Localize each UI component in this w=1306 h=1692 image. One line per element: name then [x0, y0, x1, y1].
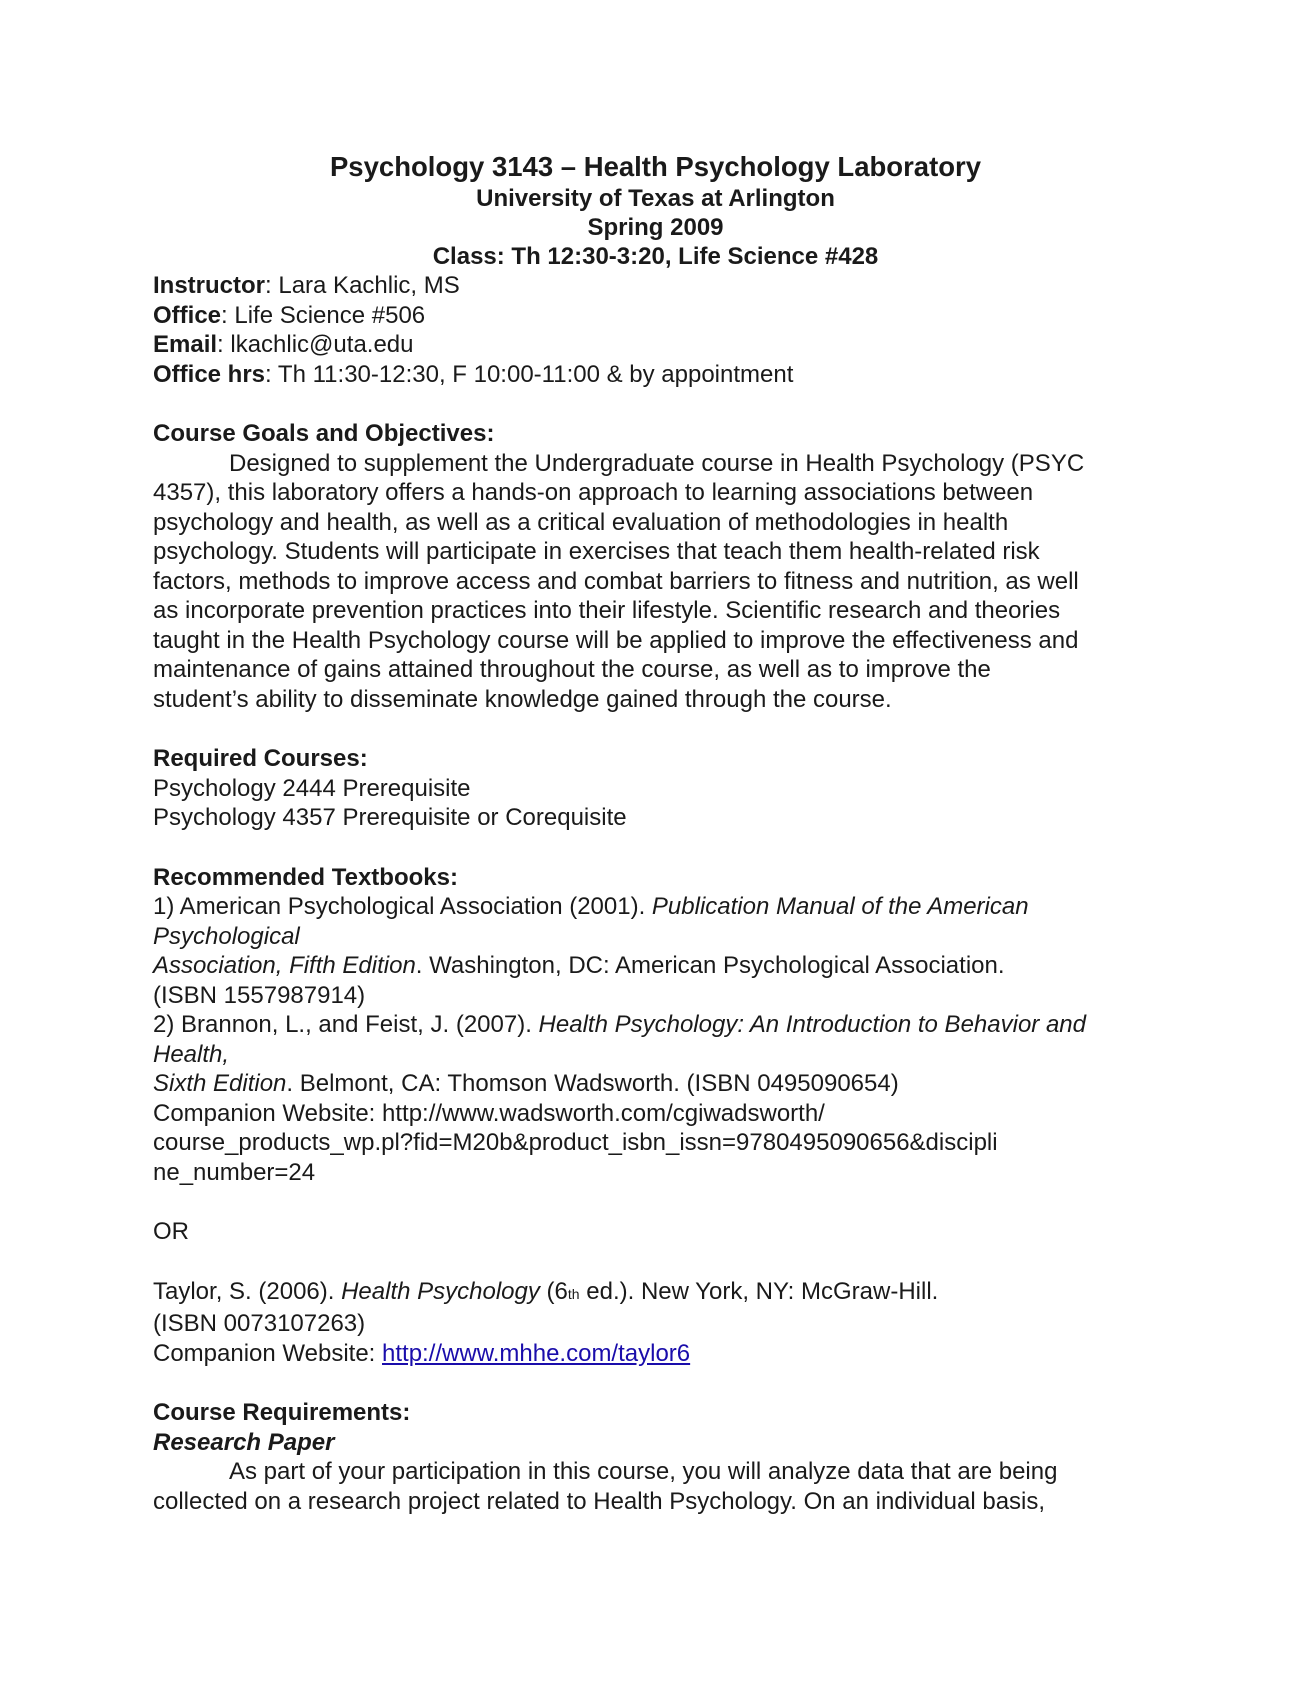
- document-header: [153, 150, 1158, 271]
- textbooks-heading: Recommended Textbooks:: [153, 863, 458, 891]
- instructor-value: : Lara Kachlic, MS: [265, 272, 460, 299]
- office-value: : Life Science #506: [221, 301, 426, 329]
- textbook-2-title: Health,: [153, 1040, 230, 1068]
- university-name: University of Texas at Arlington: [476, 185, 835, 212]
- textbook-2-title: Sixth Edition: [153, 1070, 287, 1097]
- textbook-3-edition-suffix: th: [567, 1285, 580, 1302]
- goals-line: taught in the Health Psychology course will be applied to improve the effectiveness and: [153, 626, 1079, 654]
- email-value: : lkachlic@uta.edu: [217, 331, 414, 358]
- instructor-row: [153, 271, 1158, 301]
- goals-line: Designed to supplement the Undergraduate course in Health Psychology (PSYC: [229, 449, 1085, 477]
- office-hours-label: Office hrs: [153, 360, 266, 388]
- textbook-1-title: Psychological: [153, 922, 300, 950]
- textbook-3-edition: (6: [539, 1277, 568, 1305]
- textbook-2-line: [153, 1069, 1158, 1099]
- email-label: Email: [153, 331, 218, 358]
- goals-line: psychology. Students will participate in exercises that teach them health-related risk: [153, 538, 1040, 565]
- textbook-1-line: [153, 951, 1158, 981]
- required-courses-heading: Required Courses:: [153, 745, 368, 772]
- textbook-1-publisher: . Washington, DC: American Psychological Association.: [415, 952, 1005, 979]
- or-separator: OR: [153, 1218, 189, 1245]
- required-course-item: Psychology 4357 Prerequisite or Corequisite: [153, 804, 627, 831]
- textbook-3-website-link[interactable]: http://www.mhhe.com/taylor6: [382, 1339, 691, 1367]
- textbook-1-line: [153, 892, 1158, 922]
- textbook-1-isbn: (ISBN 1557987914): [153, 981, 366, 1009]
- required-courses-section: [153, 744, 1158, 833]
- textbook-1-title: Association, Fifth Edition: [153, 952, 416, 979]
- term: Spring 2009: [587, 214, 724, 241]
- textbook-2-line: [153, 1040, 1158, 1070]
- textbook-2-author: 2) Brannon, L., and Feist, J. (2007).: [153, 1011, 539, 1038]
- goals-line: factors, methods to improve access and combat barriers to fitness and nutrition, as well: [153, 567, 1079, 595]
- course-goals-heading: Course Goals and Objectives:: [153, 420, 495, 447]
- textbook-2-publisher: . Belmont, CA: Thomson Wadsworth. (ISBN 0495090654): [286, 1070, 899, 1097]
- textbook-1-line: [153, 922, 1158, 952]
- course-requirements-section: [153, 1398, 1158, 1516]
- textbook-3-isbn: (ISBN 0073107263): [153, 1310, 366, 1337]
- textbook-1-title: Publication Manual of the American: [651, 893, 1029, 920]
- textbook-2-line: [153, 1010, 1158, 1040]
- office-hours-value: : Th 11:30-12:30, F 10:00-11:00 & by appointment: [265, 360, 794, 388]
- textbook-1-author: 1) American Psychological Association (2001).: [153, 893, 652, 920]
- instructor-label: Instructor: [153, 272, 266, 299]
- goals-line: 4357), this laboratory offers a hands-on approach to learning associations between: [153, 479, 1034, 506]
- textbook-2-website: Companion Website: http://www.wadsworth.com/cgiwadsworth/: [153, 1099, 825, 1127]
- requirements-line: As part of your participation in this course, you will analyze data that are being: [229, 1458, 1058, 1485]
- research-paper-subheading: Research Paper: [153, 1428, 335, 1456]
- goals-line: psychology and health, as well as a critical evaluation of methodologies in health: [153, 508, 1009, 536]
- course-title: Psychology 3143 – Health Psychology Laboratory: [329, 151, 982, 182]
- textbook-3-line: [153, 1277, 1158, 1310]
- goals-line: maintenance of gains attained throughout the course, as well as to improve the: [153, 656, 991, 683]
- textbook-2-website: ne_number=24: [153, 1158, 316, 1186]
- textbook-3-website: [153, 1339, 1158, 1369]
- textbook-2-website: course_products_wp.pl?fid=M20b&product_isbn_issn=9780495090656&discipli: [153, 1129, 998, 1156]
- requirements-line: collected on a research project related to Health Psychology. On an individual basis,: [153, 1487, 1046, 1515]
- textbook-3-author: Taylor, S. (2006).: [153, 1277, 342, 1305]
- textbook-3-title: Health Psychology: [341, 1277, 540, 1305]
- textbook-3-website-label: Companion Website:: [153, 1339, 383, 1367]
- office-label: Office: [153, 301, 222, 329]
- class-schedule: Class: Th 12:30-3:20, Life Science #428: [432, 243, 879, 270]
- goals-line: student’s ability to disseminate knowledge gained through the course.: [153, 685, 892, 713]
- recommended-textbooks-section: [153, 863, 1158, 1369]
- textbook-2-title: Health Psychology: An Introduction to Behavior and: [538, 1011, 1086, 1038]
- goals-line: as incorporate prevention practices into their lifestyle. Scientific research and theories: [153, 597, 1061, 624]
- office-hours-row: [153, 360, 1158, 390]
- instructor-info: [153, 271, 1158, 389]
- textbook-3-publisher: ed.). New York, NY: McGraw-Hill.: [579, 1277, 939, 1305]
- required-course-item: Psychology 2444 Prerequisite: [153, 774, 471, 802]
- course-requirements-heading: Course Requirements:: [153, 1399, 411, 1426]
- email-row: [153, 330, 1158, 360]
- office-row: [153, 301, 1158, 331]
- document-body: [153, 150, 1158, 1516]
- course-goals-section: [153, 419, 1158, 714]
